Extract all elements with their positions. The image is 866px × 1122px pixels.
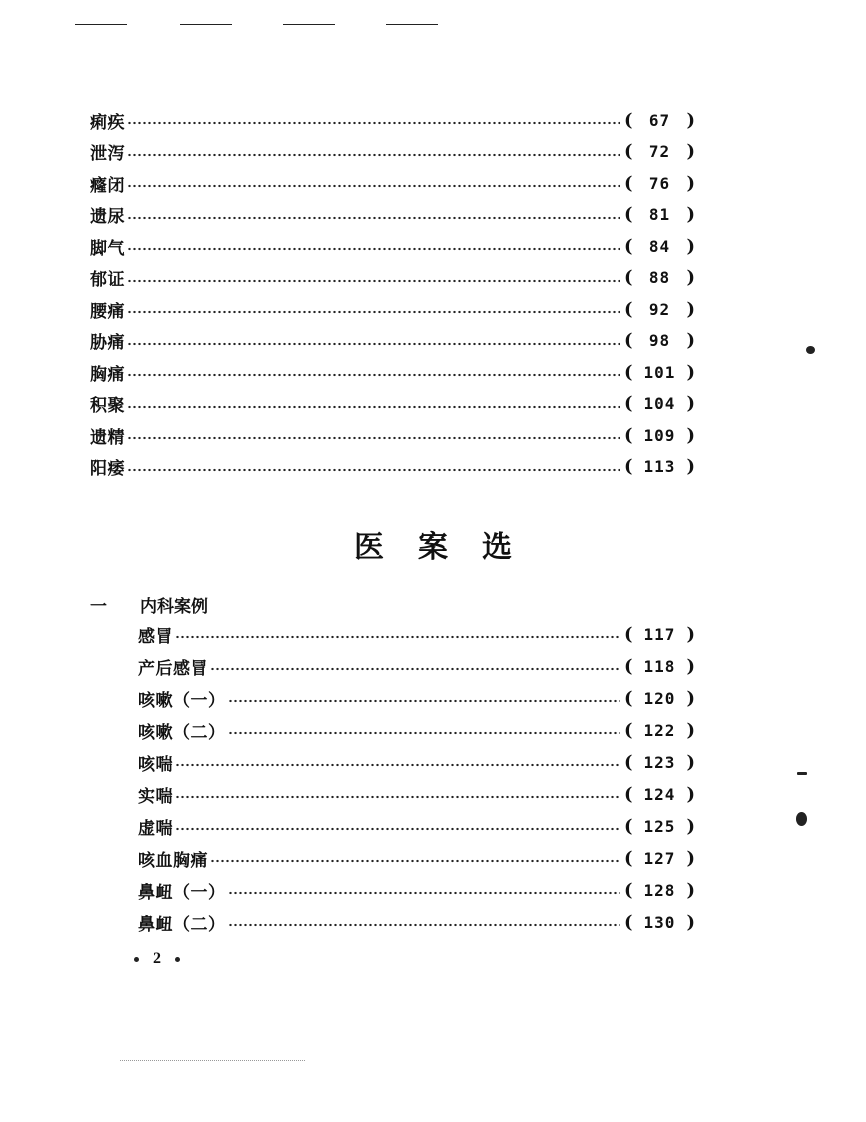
toc-row [90, 421, 695, 449]
top-rule-3 [283, 24, 335, 25]
toc-entry-page: 101 [643, 362, 676, 382]
toc-entry-page: 67 [648, 110, 671, 130]
dot-leader [175, 795, 620, 799]
paren-close: ) [686, 879, 695, 901]
paren-open: ( [623, 298, 633, 320]
category-heading [90, 592, 208, 617]
paren-open: ( [623, 361, 633, 383]
paren-open: ( [623, 424, 633, 446]
toc-entry-label: 腰痛 [90, 301, 125, 322]
toc-entry-page: 118 [643, 656, 676, 676]
toc-entry-label: 咳喘 [138, 754, 173, 775]
dot-leader [127, 373, 620, 377]
paren-close: ) [686, 719, 695, 741]
toc-entry-page: 72 [648, 142, 671, 161]
toc-entry-label: 郁证 [90, 270, 125, 290]
paren-open: ( [623, 655, 633, 677]
paren-close: ) [686, 109, 695, 131]
dot-leader [127, 279, 620, 283]
page-number-value: 2 [153, 950, 161, 967]
toc-row [90, 106, 695, 134]
paren-close: ) [686, 204, 695, 225]
dot-leader [127, 436, 620, 440]
paren-close: ) [686, 235, 695, 257]
toc-entry-label: 产后感冒 [138, 658, 208, 679]
dot-leader [127, 405, 620, 409]
toc-entry-label: 遗尿 [90, 207, 125, 227]
toc-entry-label: 阳痿 [90, 459, 125, 479]
dot-leader [228, 923, 620, 927]
toc-entry-label: 泄泻 [90, 144, 125, 164]
toc-row [90, 169, 695, 197]
paren-open: ( [623, 847, 633, 869]
paren-open: ( [623, 267, 633, 288]
paren-open: ( [623, 109, 633, 131]
paren-close: ) [686, 393, 695, 414]
paren-open: ( [623, 879, 633, 901]
toc-row [90, 327, 695, 355]
paren-open: ( [623, 330, 633, 351]
dot-leader [127, 153, 620, 157]
toc-row [90, 264, 695, 292]
paren-close: ) [686, 911, 695, 933]
paren-open: ( [623, 623, 633, 645]
toc-entry-page: 109 [643, 425, 676, 445]
toc-entry-page: 130 [643, 912, 676, 932]
toc-entry-page: 120 [643, 688, 676, 708]
toc-entry-label: 脚气 [90, 238, 125, 259]
toc-entry-page: 84 [648, 236, 671, 256]
toc-row [90, 138, 695, 166]
toc-entry-label: 鼻衄（二） [138, 914, 226, 935]
dot-leader [127, 121, 620, 125]
scan-speck [797, 772, 807, 775]
case-row [138, 812, 695, 840]
paren-open: ( [623, 719, 633, 741]
category-label: 内科案例 [140, 597, 208, 617]
dot-leader [127, 342, 620, 346]
toc-entry-label: 咳血胸痛 [138, 850, 208, 871]
case-row [138, 716, 695, 744]
category-number: 一 [90, 597, 107, 617]
dot-leader [228, 731, 620, 735]
paren-close: ) [686, 298, 695, 320]
toc-row [90, 232, 695, 260]
top-rule-4 [386, 24, 438, 25]
toc-entry-label: 虚喘 [138, 818, 173, 839]
paren-open: ( [623, 456, 633, 477]
dot-leader [127, 216, 620, 220]
paren-open: ( [623, 235, 633, 257]
toc-entry-page: 76 [648, 173, 671, 193]
dot-leader [127, 184, 620, 188]
paren-close: ) [686, 141, 695, 162]
paren-open: ( [623, 172, 633, 194]
toc-entry-page: 81 [648, 205, 671, 224]
paren-close: ) [686, 330, 695, 351]
toc-entry-label: 鼻衄（一） [138, 882, 226, 903]
case-row [138, 780, 695, 808]
toc-entry-page: 92 [648, 299, 671, 319]
paren-close: ) [686, 172, 695, 194]
paren-open: ( [623, 393, 633, 414]
case-row [138, 908, 695, 936]
toc-entry-page: 128 [643, 880, 676, 900]
toc-entry-page: 124 [643, 784, 676, 804]
case-row [138, 684, 695, 712]
paren-close: ) [686, 687, 695, 709]
paren-open: ( [623, 815, 633, 837]
dot-leader [210, 667, 620, 671]
paren-close: ) [686, 847, 695, 869]
toc-entry-page: 104 [643, 394, 676, 413]
toc-entry-label: 咳嗽（二） [138, 722, 226, 743]
toc-entry-page: 123 [643, 752, 676, 772]
scan-noise [120, 1060, 305, 1063]
toc-row [90, 201, 695, 229]
paren-close: ) [686, 456, 695, 477]
case-row [138, 620, 695, 648]
toc-entry-label: 感冒 [138, 626, 173, 647]
case-row [138, 748, 695, 776]
case-row [138, 876, 695, 904]
page-number [120, 950, 194, 968]
toc-entry-label: 胸痛 [90, 364, 125, 385]
case-row [138, 652, 695, 680]
dot-leader [127, 247, 620, 251]
paren-close: ) [686, 815, 695, 837]
dot-leader [228, 891, 620, 895]
dot-leader [175, 827, 620, 831]
toc-entry-page: 98 [648, 331, 671, 350]
toc-row [90, 453, 695, 481]
top-rule-1 [75, 24, 127, 25]
dot-leader [127, 310, 620, 314]
paren-open: ( [623, 751, 633, 773]
dot-leader [127, 468, 620, 472]
toc-entry-label: 痢疾 [90, 112, 125, 133]
paren-open: ( [623, 911, 633, 933]
paren-close: ) [686, 623, 695, 645]
section-title: 医案选 [354, 530, 546, 565]
toc-entry-label: 咳嗽（一） [138, 690, 226, 711]
paren-close: ) [686, 783, 695, 805]
toc-entry-page: 122 [643, 720, 676, 740]
case-row [138, 844, 695, 872]
scan-speck [806, 346, 815, 354]
toc-row [90, 295, 695, 323]
paren-close: ) [686, 655, 695, 677]
paren-open: ( [623, 204, 633, 225]
toc-row [90, 390, 695, 418]
toc-entry-label: 实喘 [138, 786, 173, 807]
toc-entry-page: 88 [648, 268, 671, 287]
toc-entry-label: 癃闭 [90, 175, 125, 196]
toc-entry-page: 125 [643, 816, 676, 836]
paren-open: ( [623, 687, 633, 709]
bullet-right [175, 957, 180, 962]
paren-close: ) [686, 424, 695, 446]
toc-entry-label: 胁痛 [90, 333, 125, 353]
toc-entry-label: 遗精 [90, 427, 125, 448]
paren-open: ( [623, 141, 633, 162]
dot-leader [228, 699, 620, 703]
paren-close: ) [686, 751, 695, 773]
toc-entry-page: 127 [643, 848, 676, 868]
scan-speck [796, 812, 807, 826]
toc-row [90, 358, 695, 386]
paren-close: ) [686, 267, 695, 288]
dot-leader [175, 635, 620, 639]
toc-entry-page: 117 [643, 624, 676, 644]
dot-leader [210, 859, 620, 863]
paren-open: ( [623, 783, 633, 805]
dot-leader [175, 763, 620, 767]
toc-entry-label: 积聚 [90, 396, 125, 416]
paren-close: ) [686, 361, 695, 383]
bullet-left [134, 957, 139, 962]
top-rule-2 [180, 24, 232, 25]
toc-entry-page: 113 [643, 457, 676, 476]
